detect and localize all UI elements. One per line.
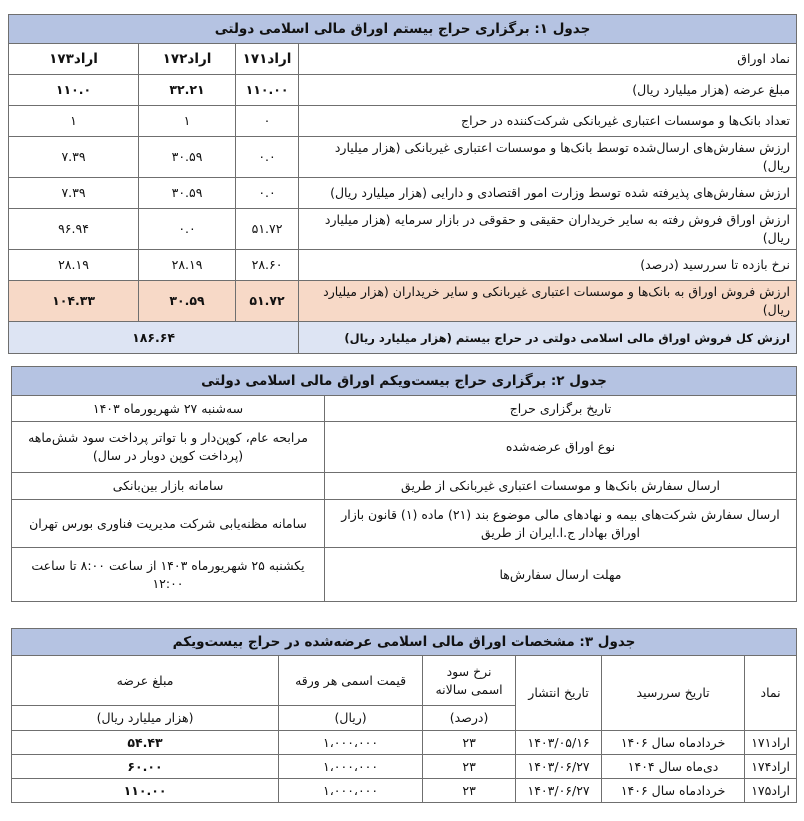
- table1-highlight-label: ارزش فروش اوراق به بانک‌ها و موسسات اعتباری غیربانکی و سایر خریداران (هزار میلیارد ریال): [299, 281, 797, 322]
- table3-cell-issue: ۱۴۰۳/۰۶/۲۷: [516, 779, 602, 803]
- table2-row-label: ارسال سفارش بانک‌ها و موسسات اعتباری غیربانکی از طریق: [325, 473, 797, 500]
- table1-cell: ۷.۳۹: [9, 178, 139, 209]
- table3-header-rate-unit: (درصد): [423, 706, 516, 731]
- table2-row-value: مرابحه عام، کوپن‌دار و با تواتر پرداخت سود شش‌ماهه (پرداخت کوپن دوبار در سال): [12, 422, 325, 473]
- table1-row: [9, 137, 797, 178]
- table3-header-rate: نرخ سود اسمی سالانه: [423, 656, 516, 706]
- table3-cell-rate: ۲۳: [423, 755, 516, 779]
- table1-col-header-label: نماد اوراق: [299, 44, 797, 75]
- table3-header-amount-unit: (هزار میلیارد ریال): [12, 706, 279, 731]
- table1-cell: ۲۸.۶۰: [236, 250, 299, 281]
- table3-cell-face: ۱،۰۰۰،۰۰۰: [279, 755, 423, 779]
- table1-highlight-cell: ۱۰۴.۳۳: [9, 281, 139, 322]
- table-bond-specs: [11, 628, 797, 803]
- table3-header-face-unit: (ریال): [279, 706, 423, 731]
- table1-cell: ۹۶.۹۴: [9, 209, 139, 250]
- table2-row-label: تاریخ برگزاری حراج: [325, 396, 797, 422]
- table2-row-value: سه‌شنبه ۲۷ شهریورماه ۱۴۰۳: [12, 396, 325, 422]
- table1-total-label: ارزش کل فروش اوراق مالی اسلامی دولتی در حراج بیستم (هزار میلیارد ریال): [299, 322, 797, 354]
- table1-row: [9, 178, 797, 209]
- table1-cell: ۰.۰: [139, 209, 236, 250]
- table2-row-value: سامانه مظنه‌یابی شرکت مدیریت فناوری بورس تهران: [12, 500, 325, 548]
- table1-total-value: ۱۸۶.۶۴: [9, 322, 299, 354]
- table1-row: [9, 209, 797, 250]
- table3-cell-face: ۱،۰۰۰،۰۰۰: [279, 779, 423, 803]
- table1-cell: ۱۱۰.۰: [9, 75, 139, 106]
- table1-row: [9, 75, 797, 106]
- table3-cell-face: ۱،۰۰۰،۰۰۰: [279, 731, 423, 755]
- table1-highlight-row: [9, 281, 797, 322]
- table1-cell: ۰.۰: [236, 178, 299, 209]
- table1-title: جدول ۱: برگزاری حراج بیستم اوراق مالی اسلامی دولتی: [9, 15, 797, 44]
- table1-cell: ۰: [236, 106, 299, 137]
- table3-cell-maturity: خردادماه سال ۱۴۰۶: [602, 731, 745, 755]
- table1-total-row: [9, 322, 797, 354]
- table1-row-label: نرخ بازده تا سررسید (درصد): [299, 250, 797, 281]
- table1-row-label: ارزش سفارش‌های پذیرفته شده توسط وزارت امور اقتصادی و دارایی (هزار میلیارد ریال): [299, 178, 797, 209]
- table3-cell-issue: ۱۴۰۳/۰۵/۱۶: [516, 731, 602, 755]
- table3-row: [12, 731, 797, 755]
- table3-row: [12, 779, 797, 803]
- table1-row-label: مبلغ عرضه (هزار میلیارد ریال): [299, 75, 797, 106]
- table2-row-label: نوع اوراق عرضه‌شده: [325, 422, 797, 473]
- table3-cell-maturity: خردادماه سال ۱۴۰۶: [602, 779, 745, 803]
- table3-cell-issue: ۱۴۰۳/۰۶/۲۷: [516, 755, 602, 779]
- table3-header-amount: مبلغ عرضه: [12, 656, 279, 706]
- table3-cell-maturity: دی‌ماه سال ۱۴۰۴: [602, 755, 745, 779]
- table1-highlight-cell: ۳۰.۵۹: [139, 281, 236, 322]
- table1-row-label: تعداد بانک‌ها و موسسات اعتباری غیربانکی شرکت‌کننده در حراج: [299, 106, 797, 137]
- table3-cell-symbol: اراد۱۷۵: [745, 779, 797, 803]
- table1-highlight-cell: ۵۱.۷۲: [236, 281, 299, 322]
- table3-header-symbol: نماد: [745, 656, 797, 731]
- table3-cell-amount: ۵۴.۴۳: [12, 731, 279, 755]
- table1-col-header: اراد۱۷۲: [139, 44, 236, 75]
- table3-cell-symbol: اراد۱۷۴: [745, 755, 797, 779]
- table1-cell: ۷.۳۹: [9, 137, 139, 178]
- table1-cell: ۳۲.۲۱: [139, 75, 236, 106]
- table3-cell-amount: ۱۱۰.۰۰: [12, 779, 279, 803]
- table-auction-21: [11, 366, 797, 602]
- table2-row-label: ارسال سفارش شرکت‌های بیمه و نهادهای مالی موضوع بند (۲۱) ماده (۱) قانون بازار اوراق بهادار ج.ا.ایران از طریق: [325, 500, 797, 548]
- table3-header-issue: تاریخ انتشار: [516, 656, 602, 731]
- table3-cell-rate: ۲۳: [423, 779, 516, 803]
- table1-cell: ۲۸.۱۹: [9, 250, 139, 281]
- table3-cell-amount: ۶۰.۰۰: [12, 755, 279, 779]
- table2-row-value: سامانه بازار بین‌بانکی: [12, 473, 325, 500]
- table1-cell: ۳۰.۵۹: [139, 178, 236, 209]
- table3-cell-symbol: اراد۱۷۱: [745, 731, 797, 755]
- table2-row: [12, 548, 797, 602]
- table1-col-header: اراد۱۷۳: [9, 44, 139, 75]
- table1-cell: ۲۸.۱۹: [139, 250, 236, 281]
- table2-row-label: مهلت ارسال سفارش‌ها: [325, 548, 797, 602]
- table1-row-label: ارزش سفارش‌های ارسال‌شده توسط بانک‌ها و موسسات اعتباری غیربانکی (هزار میلیارد ریال): [299, 137, 797, 178]
- table2-title: جدول ۲: برگزاری حراج بیست‌ویکم اوراق مالی اسلامی دولتی: [12, 367, 797, 396]
- table1-cell: ۰.۰: [236, 137, 299, 178]
- table2-row: [12, 396, 797, 422]
- table2-row: [12, 500, 797, 548]
- table1-col-header: اراد۱۷۱: [236, 44, 299, 75]
- table3-header-maturity: تاریخ سررسید: [602, 656, 745, 731]
- table1-cell: ۵۱.۷۲: [236, 209, 299, 250]
- table3-cell-rate: ۲۳: [423, 731, 516, 755]
- table2-row: [12, 473, 797, 500]
- table1-row: [9, 106, 797, 137]
- table1-row-label: ارزش اوراق فروش رفته به سایر خریداران حقیقی و حقوقی در بازار سرمایه (هزار میلیارد ریال): [299, 209, 797, 250]
- table3-row: [12, 755, 797, 779]
- table3-header-face: قیمت اسمی هر ورقه: [279, 656, 423, 706]
- table1-cell: ۱: [139, 106, 236, 137]
- table2-row-value: یکشنبه ۲۵ شهریورماه ۱۴۰۳ از ساعت ۸:۰۰ تا ساعت ۱۲:۰۰: [12, 548, 325, 602]
- table1-cell: ۱: [9, 106, 139, 137]
- table2-row: [12, 422, 797, 473]
- table-auction-20: [8, 14, 797, 354]
- table1-row: [9, 250, 797, 281]
- table1-cell: ۱۱۰.۰۰: [236, 75, 299, 106]
- table1-cell: ۳۰.۵۹: [139, 137, 236, 178]
- table3-title: جدول ۳: مشخصات اوراق مالی اسلامی عرضه‌شده در حراج بیست‌ویکم: [12, 629, 797, 656]
